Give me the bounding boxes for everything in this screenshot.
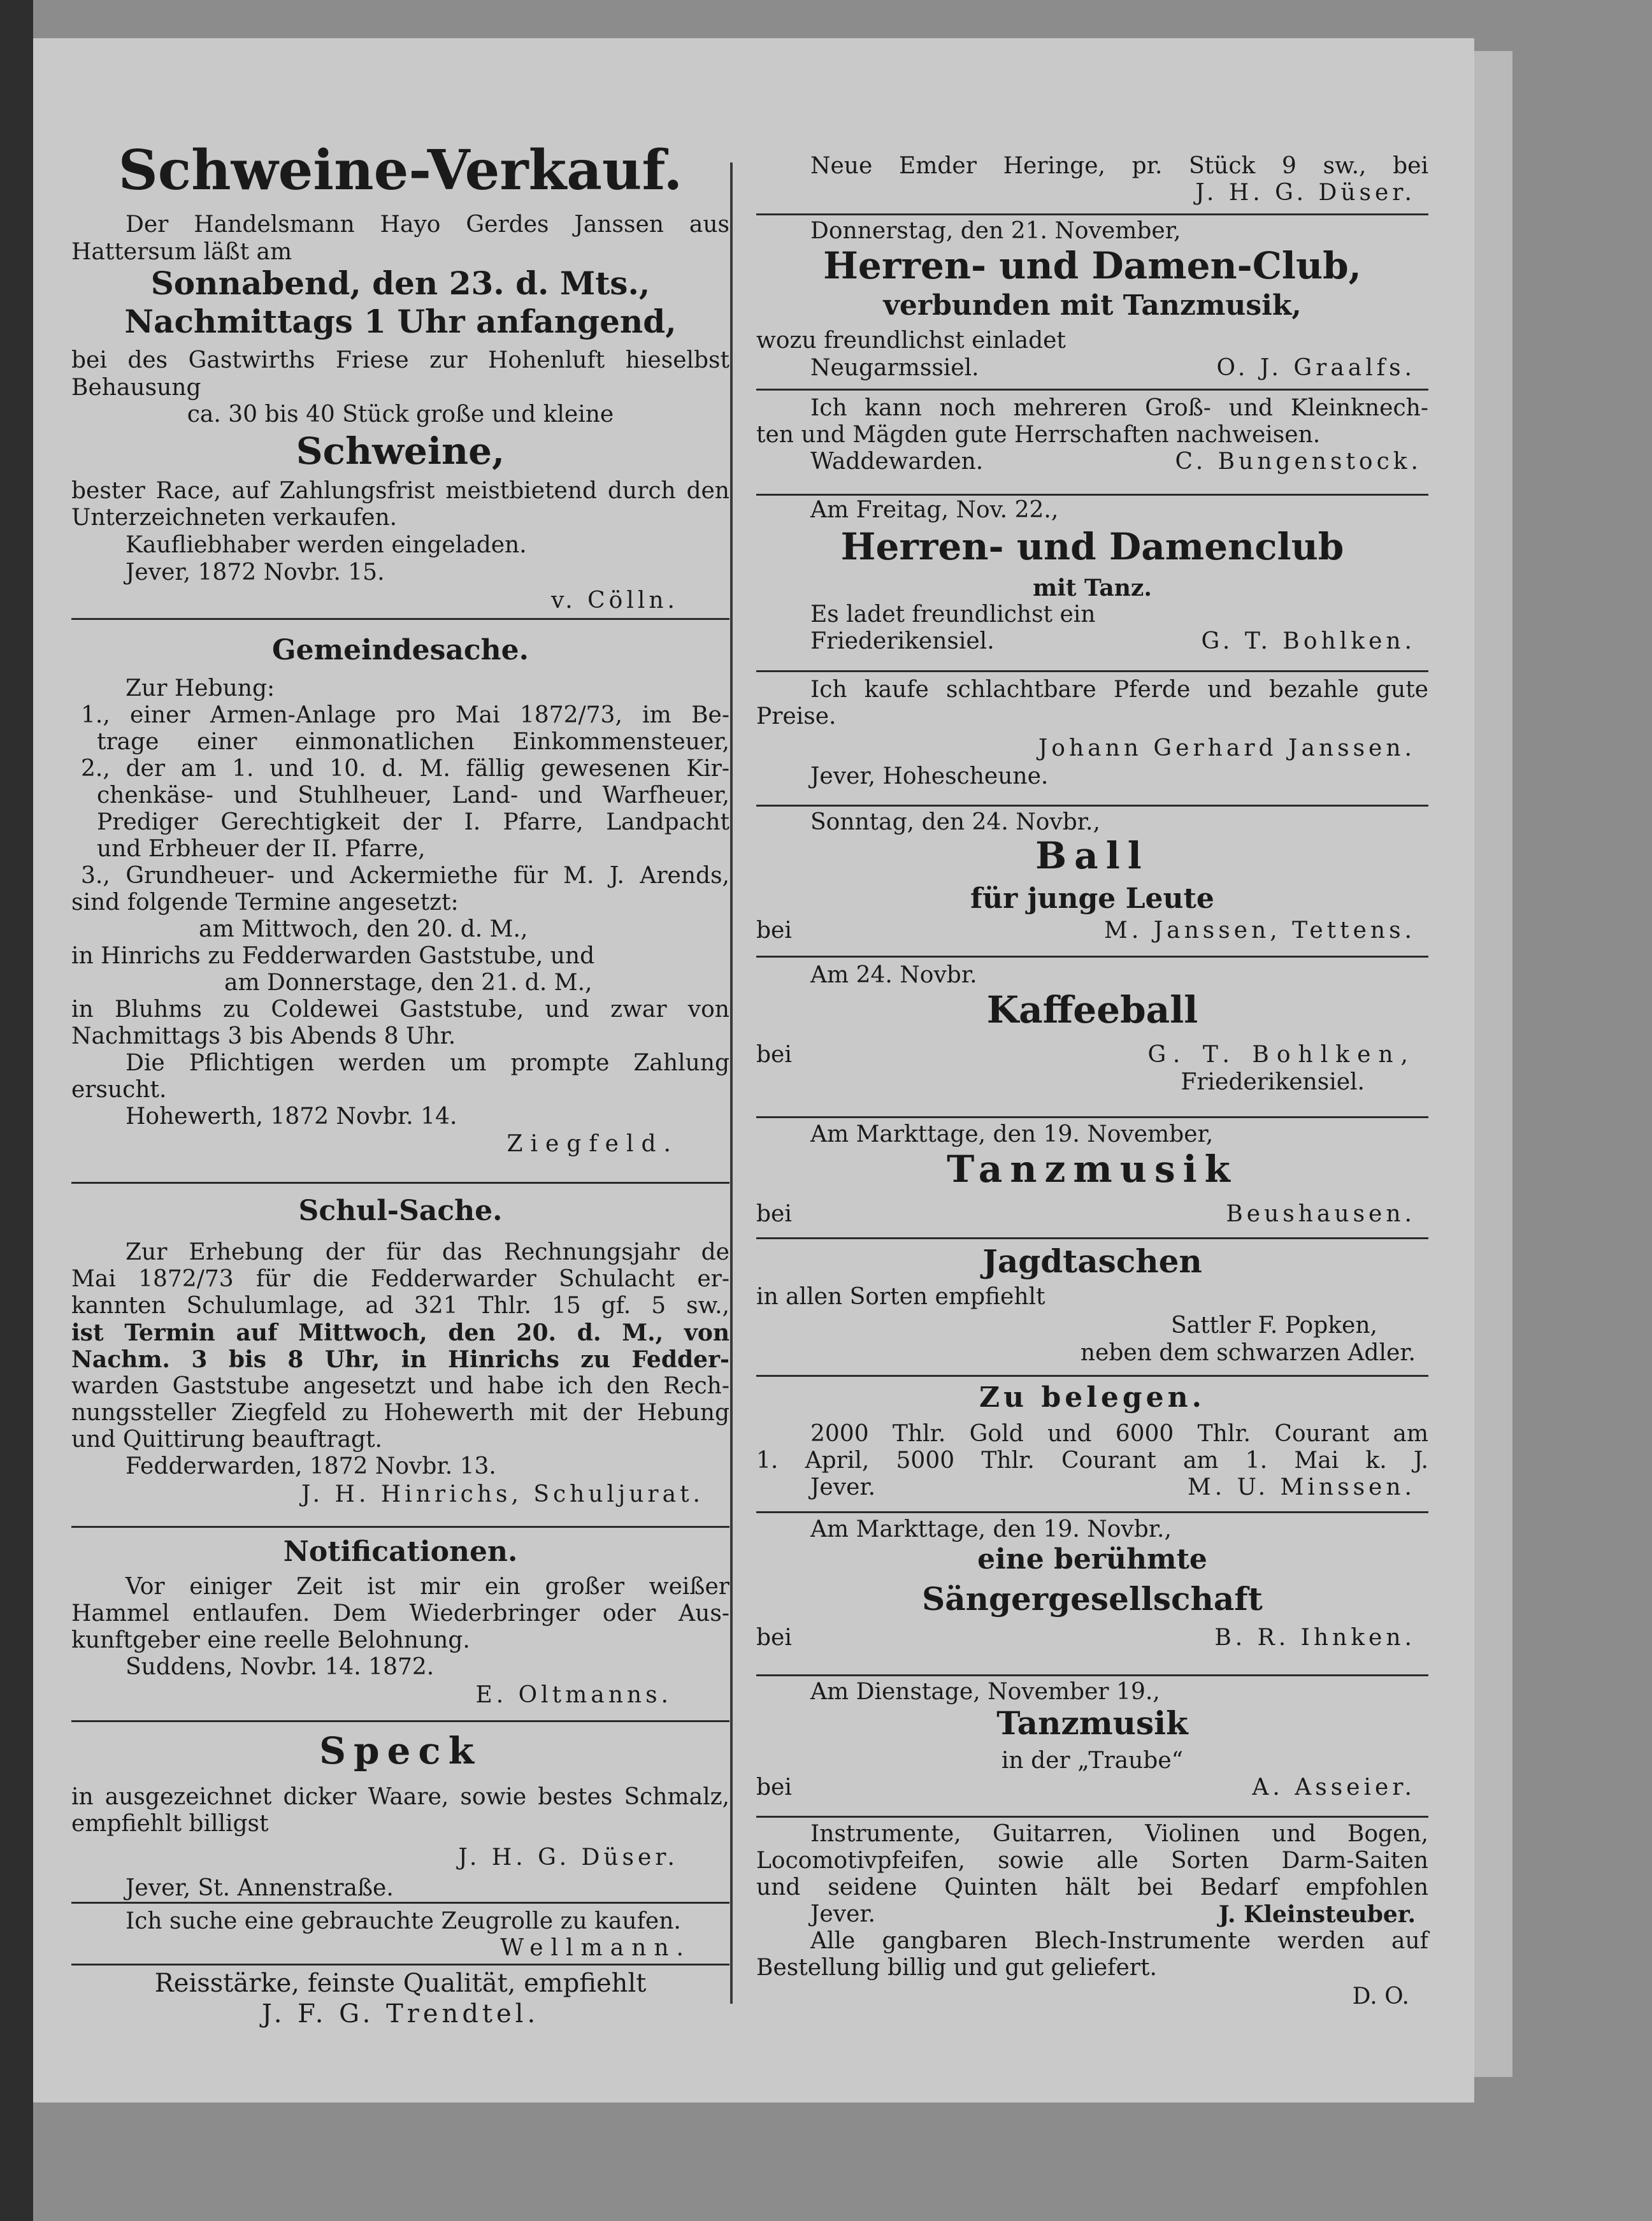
ad-title: Herren- und Damenclub — [840, 525, 1344, 568]
signature: J. Kleinsteuber. — [1218, 1901, 1416, 1928]
ad-title: Schweine-Verkauf. — [118, 138, 683, 203]
signature: J. H. G. Düser. — [1195, 180, 1416, 206]
ad-title: Ball — [1035, 834, 1149, 877]
ad-title: Kaffeeball — [986, 988, 1198, 1031]
signature: J. H. Hinrichs, Schuljurat. — [301, 1481, 704, 1507]
ad-title: Tanzmusik — [996, 1704, 1188, 1742]
divider-rule — [756, 1237, 1428, 1239]
signature: v. Cölln. — [551, 587, 679, 614]
signature: Beushausen. — [1226, 1201, 1416, 1227]
divider-rule — [71, 1902, 729, 1904]
book-gutter — [0, 0, 33, 2221]
signature: A. Asseier. — [1252, 1774, 1416, 1801]
signature: J. F. G. Trendtel. — [261, 1999, 540, 2029]
signature: M. U. Minssen. — [1187, 1474, 1416, 1500]
signature: B. R. Ihnken. — [1214, 1625, 1416, 1651]
divider-rule — [71, 1720, 729, 1722]
signature: E. Oltmanns. — [475, 1682, 672, 1708]
divider-rule — [71, 1182, 729, 1184]
ad-title: Zu belegen. — [979, 1381, 1205, 1414]
ad-title: Tanzmusik — [947, 1147, 1238, 1191]
signature: J. H. G. Düser. — [458, 1844, 679, 1871]
divider-rule — [71, 618, 729, 620]
signature: O. J. Graalfs. — [1216, 355, 1416, 381]
divider-rule — [756, 1674, 1428, 1676]
signature: Wellmann. — [500, 1935, 691, 1961]
divider-rule — [71, 1526, 729, 1528]
divider-rule — [756, 956, 1428, 958]
ad-title: Schul-Sache. — [298, 1195, 503, 1227]
divider-rule — [756, 1375, 1428, 1377]
divider-rule — [756, 494, 1428, 496]
divider-rule — [756, 1511, 1428, 1513]
divider-rule — [756, 670, 1428, 672]
signature: G. T. Bohlken. — [1201, 628, 1416, 654]
ad-title: Gemeindesache. — [272, 634, 529, 666]
divider-rule — [71, 1964, 729, 1966]
ad-title: Notificationen. — [283, 1535, 518, 1568]
newspaper-page: Schweine-Verkauf. Der Handelsmann Hayo Gerdes Janssen aus Hattersum läßt am Sonnabend, den 23. d. Mts., Nachmittags 1 Uhr anfangend, bei des Gastwirths Friese zur Hohenluft hieselbst Behausung ca. 30 bis 40 Stück große und kleine Schweine, bester Race, auf Zahlungsfrist meistbietend durch den Unterzeichneten verkaufen. Kaufliebhaber werden eingeladen. Jever, 1872 Novbr. 15. v. Cölln. Gemeindesache. Zur Hebung: 1., einer Armen-Anlage pro Mai 1872/73, im Be- trage einer einmonatlichen Einkommensteuer, 2., der am 1. und 10. d. M. fällig gewesenen Kir- chenkäse- und Stuhlheuer, Land- und Warfheuer, Prediger Gerechtigkeit der I. Pfarre, Landpacht und Erbheuer der II. Pfarre, 3., Grundheuer- und Ackermiethe für M. J. Arends, sind folgende Termine angesetzt: am Mittwoch, den 20. d. M., in Hinrichs zu Fedderwarden Gaststube, und am Donnerstage, den 21. d. M., in Bluhms zu Coldewei Gaststube, und zwar von Nachmittags 3 bis Abends 8 Uhr. Die Pflichtigen werden um prompte Zahlung ersucht. Hohewerth, 1872 Novbr. 14. Ziegfeld. Schul-Sache. Zur Erhebung der für das Rechnungsjahr de Mai 1872/73 für die Fedderwarder Schulacht er- kannten Schulumlage, ad 321 Thlr. 15 gf. 5 sw., ist Termin auf Mittwoch, den 20. d. M., von Nachm. 3 bis 8 Uhr, in Hinrichs zu Fedder- warden Gaststube angesetzt und habe ich den Rech- nungssteller Ziegfeld zu Hohewerth mit der Hebung und Quittirung beauftragt. Fedderwarden, 1872 Novbr. 13. J. H. Hinrichs, Schuljurat. Notificationen. Vor einiger Zeit ist mir ein großer weißer Hammel entlaufen. Dem Wiederbringer oder Aus- kunftgeber eine reelle Belohnung. Suddens, Novbr. 14. 1872. E. Oltmanns. Speck in ausgezeichnet dicker Waare, sowie bestes Schmalz, empfiehlt billigst J. H. G. Düser. Jever, St. Annenstraße. Ich suche eine gebrauchte Zeugrolle zu kaufen. Wellmann. Reisstärke, feinste Qualität, empfiehlt J. F. G. Trendtel. Neue Emder Heringe, pr. Stück 9 sw., bei J. H. G. Düser. Donnerstag, den 21. November, Herren- und Damen-Club, verbunden mit Tanzmusik, wozu freundlichst einladet Neugarmssiel. O. J. Graalfs. Ich kann noch mehreren Groß- und Kleinknech- ten und Mägden gute Herrschaften nachweisen. Waddewarden. C. Bungenstock. Am Freitag, Nov. 22., Herren- und Damenclub mit Tanz. Es ladet freundlichst ein Friederikensiel. G. T. Bohlken. Ich kaufe schlachtbare Pferde und bezahle gute Preise. Johann Gerhard Janssen. Jever, Hohescheune. Sonntag, den 24. Novbr., Ball für junge Leute bei M. Janssen, Tettens. Am 24. Novbr. Kaffeeball bei G. T. Bohlken, Friederikensiel. Am Markttage, den 19. November, Tanzmusik bei Beushausen. Jagdtaschen in allen Sorten empfiehlt Sattler F. Popken, neben dem schwarzen Adler. Zu belegen. 2000 Thlr. Gold und 6000 Thlr. Courant am 1. April, 5000 Thlr. Courant am 1. Mai k. J. Jever. M. U. Minssen. Am Markttage, den 19. Novbr., eine berühmte Sängergesellschaft bei B. R. Ihnken. Am Dienstage, November 19., Tanzmusik in der „Traube“ bei A. Asseier. Instrumente, Guitarren, Violinen und Bogen, Locomotivpfeifen, sowie alle Sorten Darm-Saiten und seidene Quinten hält bei Bedarf empfohlen Jever. J. Kleinsteuber. Alle gangbaren Blech-Instrumente werden auf Bestellung billig und gut geliefert. D. O. — [33, 38, 1474, 2102]
ad-title: Jagdtaschen — [982, 1242, 1202, 1280]
ad-title: Herren- und Damen-Club, — [823, 244, 1361, 287]
signature: G. T. Bohlken, — [1147, 1042, 1416, 1068]
signature: Ziegfeld. — [506, 1131, 679, 1157]
signature: M. Janssen, Tettens. — [1103, 917, 1416, 944]
divider-rule — [756, 1816, 1428, 1818]
signature: Johann Gerhard Janssen. — [1038, 735, 1416, 761]
ad-title: Sängergesellschaft — [922, 1580, 1263, 1618]
signature: Sattler F. Popken, — [1170, 1312, 1377, 1339]
divider-rule — [756, 389, 1428, 391]
divider-rule — [756, 1116, 1428, 1118]
divider-rule — [756, 213, 1428, 215]
column-divider — [730, 162, 733, 2004]
signature: D. O. — [1352, 1983, 1409, 2009]
divider-rule — [756, 805, 1428, 807]
ad-title: Speck — [319, 1729, 482, 1772]
signature: C. Bungenstock. — [1175, 449, 1422, 475]
